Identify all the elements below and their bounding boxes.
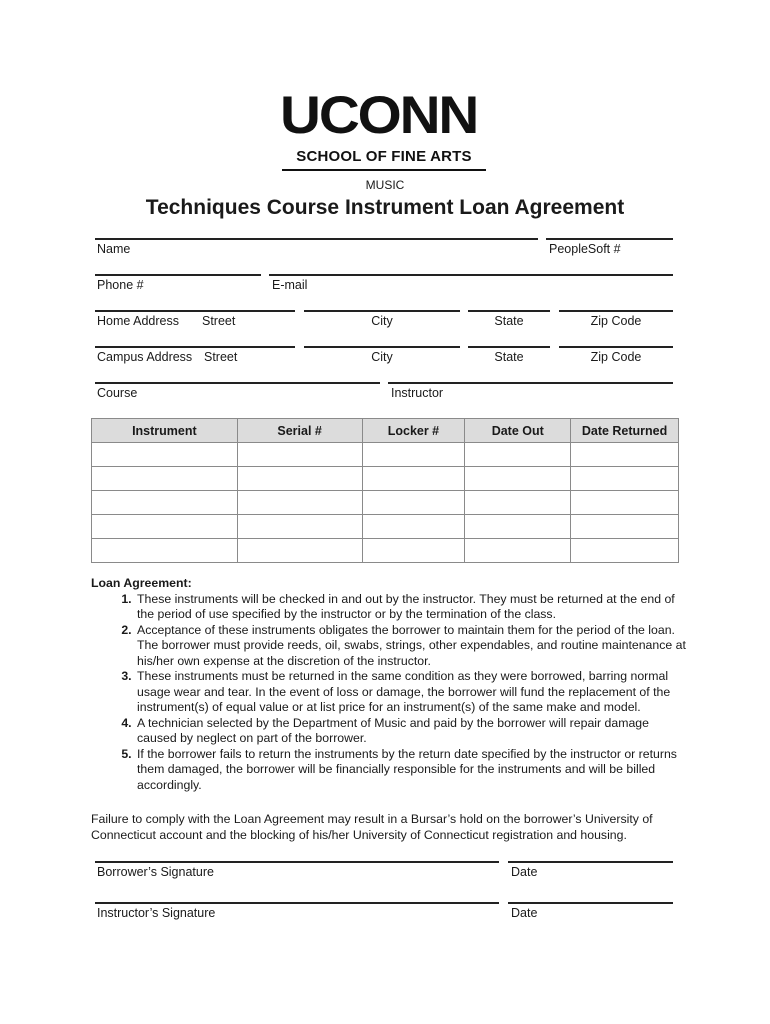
table-cell[interactable] [465, 539, 571, 563]
logo-divider [282, 169, 486, 171]
table-cell[interactable] [571, 515, 679, 539]
table-cell[interactable] [571, 467, 679, 491]
column-header-date-out: Date Out [465, 419, 571, 443]
table-cell[interactable] [465, 515, 571, 539]
loan-agreement-list [91, 592, 691, 794]
table-cell[interactable] [571, 491, 679, 515]
table-row [92, 491, 679, 515]
home-address-label: Home Address [97, 314, 179, 328]
instructor-date-label: Date [511, 906, 538, 920]
table-cell[interactable] [362, 539, 465, 563]
course-label: Course [97, 386, 138, 400]
agreement-item: 1. These instruments will be checked in and out by the instructor. They must be returned at the end of the period of use specified by the instructor or by the termination of the class. [135, 592, 691, 623]
agreement-item: 5. If the borrower fails to return the instruments by the return date specified by the instructor or returns them damaged, the borrower will be financially responsible for the instruments and will be billed accordingly. [135, 747, 691, 794]
home-zip-label: Zip Code [590, 314, 642, 328]
agreement-item: 4. A technician selected by the Department of Music and paid by the borrower will repair damage caused by neglect on part of the borrower. [135, 716, 691, 747]
instructor-label: Instructor [391, 386, 444, 400]
table-cell[interactable] [92, 515, 238, 539]
table-row [92, 515, 679, 539]
borrower-signature-label: Borrower’s Signature [97, 865, 214, 879]
department-label: MUSIC [365, 178, 405, 192]
campus-state-label: State [494, 350, 524, 364]
table-cell[interactable] [237, 539, 362, 563]
loan-agreement-section [91, 576, 691, 793]
table-header-row [92, 419, 679, 443]
table-cell[interactable] [92, 443, 238, 467]
home-street-field-line[interactable] [95, 310, 295, 312]
campus-state-field-line[interactable] [468, 346, 550, 348]
table-cell[interactable] [237, 443, 362, 467]
table-cell[interactable] [362, 515, 465, 539]
campus-address-label: Campus Address [97, 350, 193, 364]
table-cell[interactable] [362, 443, 465, 467]
table-cell[interactable] [465, 467, 571, 491]
loan-agreement-heading: Loan Agreement: [91, 576, 192, 590]
table-cell[interactable] [362, 491, 465, 515]
home-zip-field-line[interactable] [559, 310, 673, 312]
course-field-line[interactable] [95, 382, 380, 384]
instructor-signature-label: Instructor’s Signature [97, 906, 216, 920]
instructor-signature-line[interactable] [95, 902, 499, 904]
uconn-logo: UCONN [280, 86, 478, 145]
borrower-signature-line[interactable] [95, 861, 499, 863]
column-header-locker: Locker # [362, 419, 465, 443]
borrower-date-line[interactable] [508, 861, 673, 863]
table-row [92, 539, 679, 563]
home-state-label: State [494, 314, 524, 328]
borrower-date-label: Date [511, 865, 538, 879]
table-cell[interactable] [465, 443, 571, 467]
campus-street-label: Street [204, 350, 238, 364]
agreement-item: 3. These instruments must be returned in the same condition as they were borrowed, barring normal usage wear and tear. In the event of loss or damage, the borrower will fund the replacement of the instrument(s) of equal value or at list price for an instrument(s) of the same make and model. [135, 669, 691, 716]
phone-label: Phone # [97, 278, 144, 292]
home-state-field-line[interactable] [468, 310, 550, 312]
home-street-label: Street [202, 314, 236, 328]
campus-street-field-line[interactable] [95, 346, 295, 348]
home-city-field-line[interactable] [304, 310, 460, 312]
email-field-line[interactable] [269, 274, 673, 276]
campus-city-label: City [371, 350, 393, 364]
logo-subtitle: SCHOOL OF FINE ARTS [296, 148, 472, 165]
instructor-field-line[interactable] [388, 382, 673, 384]
campus-zip-field-line[interactable] [559, 346, 673, 348]
table-cell[interactable] [571, 443, 679, 467]
home-city-label: City [371, 314, 393, 328]
column-header-instrument: Instrument [92, 419, 238, 443]
name-field-line[interactable] [95, 238, 538, 240]
table-row [92, 443, 679, 467]
column-header-date-returned: Date Returned [571, 419, 679, 443]
table-cell[interactable] [237, 491, 362, 515]
peoplesoft-label: PeopleSoft # [549, 242, 621, 256]
name-label: Name [97, 242, 131, 256]
table-row [92, 467, 679, 491]
email-label: E-mail [272, 278, 308, 292]
column-header-serial: Serial # [237, 419, 362, 443]
table-cell[interactable] [465, 491, 571, 515]
table-cell[interactable] [92, 539, 238, 563]
table-cell[interactable] [237, 515, 362, 539]
peoplesoft-field-line[interactable] [546, 238, 673, 240]
failure-notice: Failure to comply with the Loan Agreement may result in a Bursar’s hold on the borrower’s University of Connecticut account and the blocking of his/her University of Connecticut registration and housing. [91, 812, 653, 842]
table-cell[interactable] [362, 467, 465, 491]
phone-field-line[interactable] [95, 274, 261, 276]
campus-zip-label: Zip Code [590, 350, 642, 364]
table-cell[interactable] [92, 467, 238, 491]
instrument-table [91, 418, 679, 563]
agreement-item: 2. Acceptance of these instruments obligates the borrower to maintain them for the period of the loan. The borrower must provide reeds, oil, swabs, strings, other expendables, and routine maintenance at his/her own expense at the discretion of the instructor. [135, 623, 691, 670]
table-cell[interactable] [571, 539, 679, 563]
table-cell[interactable] [237, 467, 362, 491]
table-cell[interactable] [92, 491, 238, 515]
campus-city-field-line[interactable] [304, 346, 460, 348]
instructor-date-line[interactable] [508, 902, 673, 904]
page-title: Techniques Course Instrument Loan Agreement [145, 196, 625, 219]
